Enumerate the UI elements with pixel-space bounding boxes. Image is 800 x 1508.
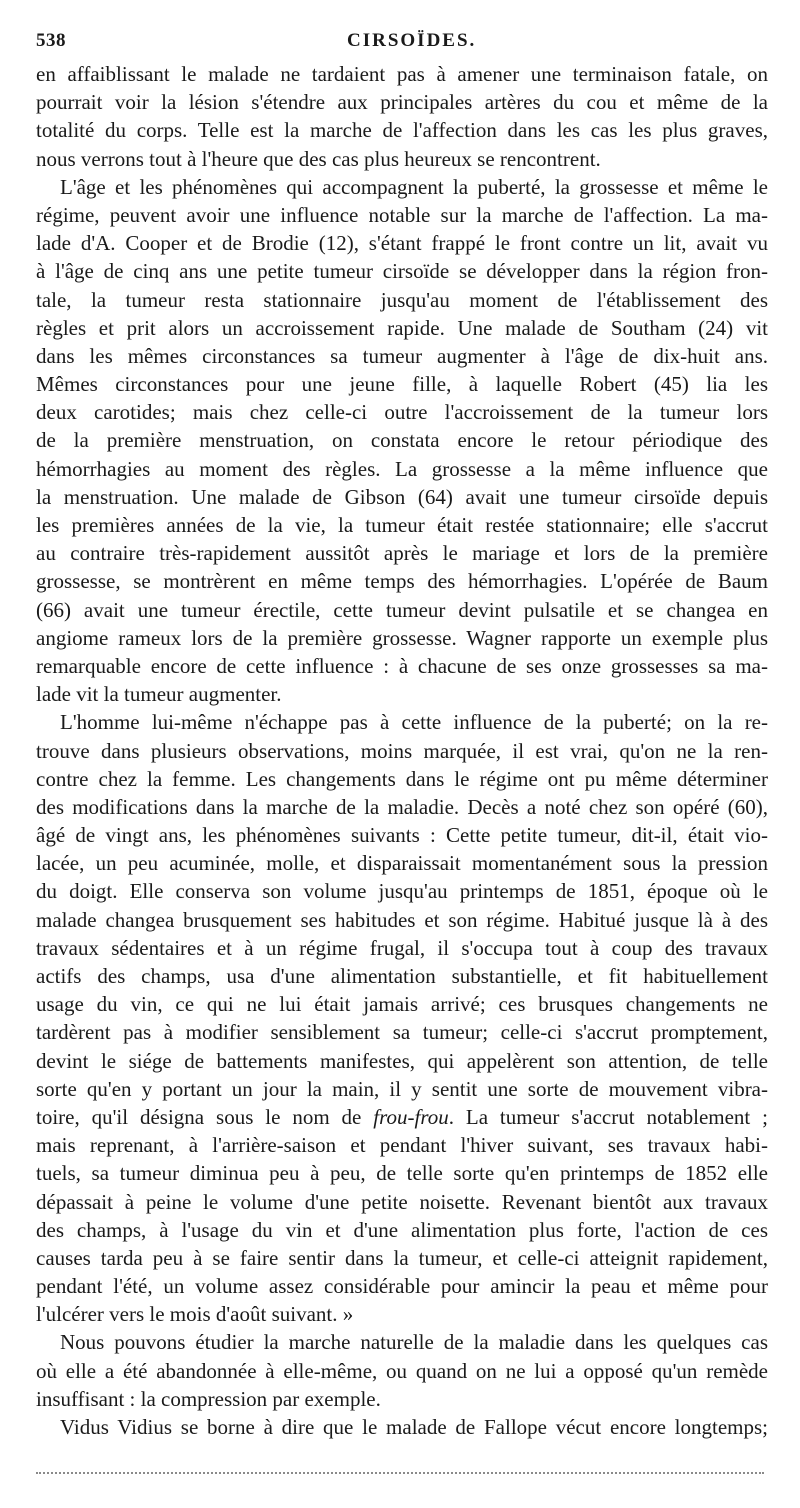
text-line: malade changea brusquement ses habitudes et son régime. Habitué jusque là à des <box>36 907 768 932</box>
paragraph <box>36 1328 768 1413</box>
page-header <box>36 30 768 56</box>
text-line: deux carotides; mais chez celle-ci outre l'accroissement de la tumeur lors <box>36 400 768 425</box>
text-line: insuffisant : la compression par exemple. <box>36 1386 381 1411</box>
text-line: des modifications dans la marche de la maladie. Decès a noté chez son opéré (60), <box>36 794 768 819</box>
text-line: (66) avait une tumeur érectile, cette tumeur devint pulsatile et se changea en <box>36 597 768 622</box>
text-line: contre chez la femme. Les changements dans le régime ont pu même déterminer <box>36 766 768 791</box>
text-line: tale, la tumeur resta stationnaire jusqu'au moment de l'établissement des <box>36 287 768 312</box>
text-line: règles et prit alors un accroissement rapide. Une malade de Southam (24) vit <box>36 315 768 340</box>
text-line: totalité du corps. Telle est la marche de l'affection dans les cas les plus graves, <box>36 118 768 143</box>
text-line: L'âge et les phénomènes qui accompagnent la puberté, la grossesse et même le <box>60 174 768 199</box>
text-line: tuels, sa tumeur diminua peu à peu, de telle sorte qu'en printemps de 1852 elle <box>36 1161 768 1186</box>
text-line: causes tarda peu à se faire sentir dans la tumeur, et celle-ci atteignit rapidement, <box>36 1245 768 1270</box>
text-line: devint le siége de battements manifestes, qui appelèrent son attention, de telle <box>36 1048 768 1073</box>
text-line: lade vit la tumeur augmenter. <box>36 682 282 707</box>
text-line: L'homme lui-même n'échappe pas à cette influence de la puberté; on la re- <box>60 710 768 735</box>
text-line: travaux sédentaires et à un régime frugal, il s'occupa tout à coup des travaux <box>36 935 768 960</box>
text-line: régime, peuvent avoir une influence notable sur la marche de l'affection. La ma- <box>36 202 768 227</box>
text-line: sorte qu'en y portant un jour la main, il y sentit une sorte de mouvement vibra- <box>36 1076 768 1101</box>
text-line: où elle a été abandonnée à elle-même, ou quand on ne lui a opposé qu'un remède <box>36 1358 768 1383</box>
text-line: angiome rameux lors de la première grossesse. Wagner rapporte un exemple plus <box>36 625 768 650</box>
book-page <box>36 30 768 1441</box>
paragraph <box>36 1413 768 1441</box>
text-line: actifs des champs, usa d'une alimentation substantielle, et fit habituellement <box>36 964 768 988</box>
text-line: des champs, à l'usage du vin et d'une alimentation plus forte, l'action de ces <box>36 1217 768 1242</box>
text-line: à l'âge de cinq ans une petite tumeur cirsoïde se développer dans la région fron- <box>36 259 768 284</box>
text-line: la menstruation. Une malade de Gibson (64) avait une tumeur cirsoïde depuis <box>36 484 768 509</box>
text-line: remarquable encore de cette influence : à chacune de ses onze grossesses sa ma- <box>36 653 768 678</box>
footer-dotted-rule <box>36 1472 764 1474</box>
text-line: grossesse, se montrèrent en même temps des hémorrhagies. L'opérée de Baum <box>36 569 768 594</box>
running-title: CIRSOÏDES. <box>347 30 477 51</box>
text-line: tardèrent pas à modifier sensiblement sa tumeur; celle-ci s'accrut promptement, <box>36 1020 768 1045</box>
text-line: les premières années de la vie, la tumeur était restée stationnaire; elle s'accrut <box>36 513 768 537</box>
text-line: usage du vin, ce qui ne lui était jamais arrivé; ces brusques changements ne <box>36 992 768 1017</box>
page-number: 538 <box>36 30 66 51</box>
text-line: du doigt. Elle conserva son volume jusqu'au printemps de 1851, époque où le <box>36 879 768 904</box>
text-line: en affaiblissant le malade ne tardaient pas à amener une terminaison fatale, on <box>36 62 768 86</box>
text-line: pourrait voir la lésion s'étendre aux principales artères du cou et même de la <box>36 90 768 115</box>
text-line: pendant l'été, un volume assez considérable pour amincir la peau et même pour <box>36 1274 768 1299</box>
text-line: dépassait à peine le volume d'une petite noisette. Revenant bientôt aux travaux <box>36 1189 768 1214</box>
paragraph <box>36 173 768 709</box>
text-line: mais reprenant, à l'arrière-saison et pendant l'hiver suivant, ses travaux habi- <box>36 1133 768 1158</box>
body-text <box>36 60 768 1441</box>
text-line: lade d'A. Cooper et de Brodie (12), s'étant frappé le front contre un lit, avait vu <box>36 231 768 256</box>
text-line: de la première menstruation, on constata encore le retour périodique des <box>36 428 768 453</box>
paragraph <box>36 708 768 1328</box>
italic-term: frou-frou <box>373 1104 449 1129</box>
paragraph <box>36 60 768 173</box>
text-line: au contraire très-rapidement aussitôt après le mariage et lors de la première <box>36 541 768 566</box>
text-line: âgé de vingt ans, les phénomènes suivants : Cette petite tumeur, dit-il, était vio- <box>36 823 768 848</box>
text-line: dans les mêmes circonstances sa tumeur augmenter à l'âge de dix-huit ans. <box>36 343 768 368</box>
text-line: hémorrhagies au moment des règles. La grossesse a la même influence que <box>36 456 768 481</box>
text-line: toire, qu'il désigna sous le nom de frou-frou. La tumeur s'accrut notablement ; <box>36 1104 768 1129</box>
text-line: nous verrons tout à l'heure que des cas plus heureux se rencontrent. <box>36 146 601 171</box>
text-line: l'ulcérer vers le mois d'août suivant. » <box>36 1302 354 1327</box>
text-line: Mêmes circonstances pour une jeune fille, à laquelle Robert (45) lia les <box>36 372 768 397</box>
text-line: lacée, un peu acuminée, molle, et disparaissait momentanément sous la pression <box>36 851 768 876</box>
text-line: trouve dans plusieurs observations, moins marquée, il est vrai, qu'on ne la ren- <box>36 738 768 763</box>
text-line: Vidus Vidius se borne à dire que le malade de Fallope vécut encore longtemps; <box>60 1415 768 1439</box>
text-line: Nous pouvons étudier la marche naturelle de la maladie dans les quelques cas <box>60 1330 768 1355</box>
